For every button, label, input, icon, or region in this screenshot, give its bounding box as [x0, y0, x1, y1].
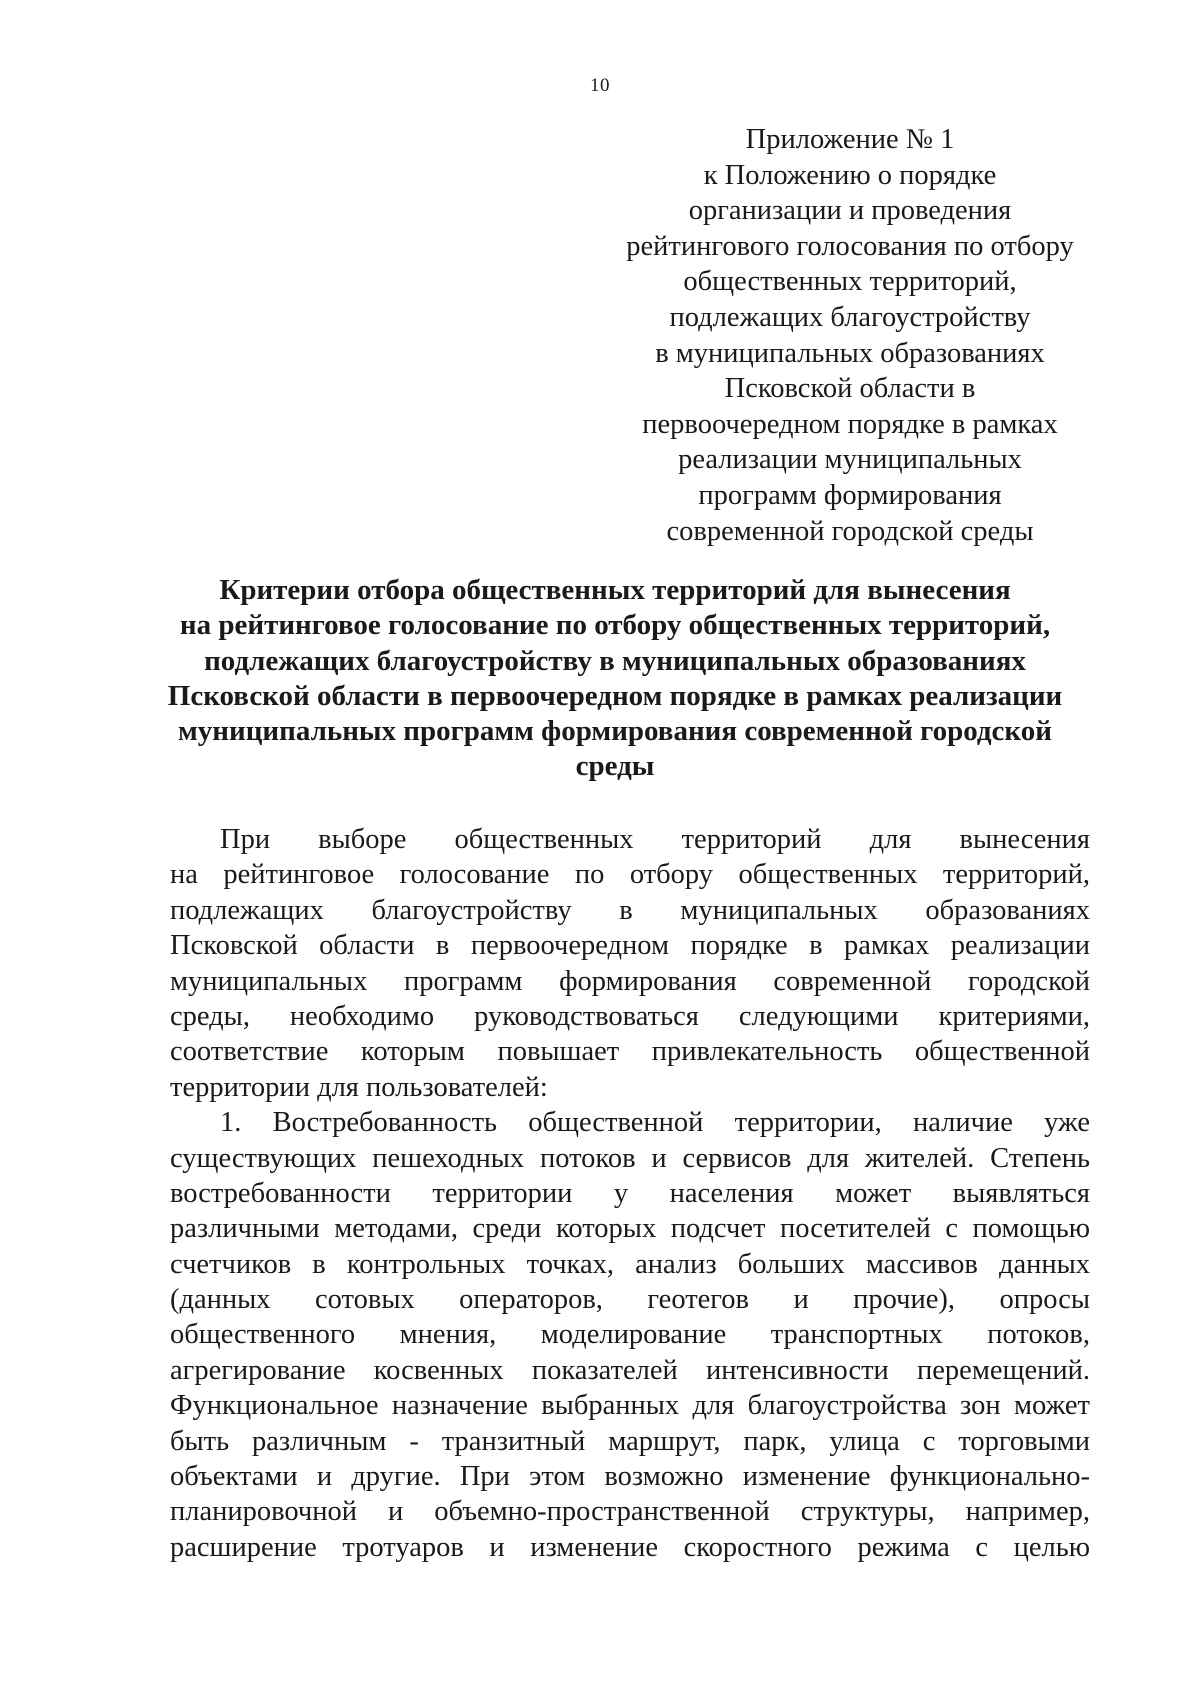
body-line: быть различным - транзитный маршрут, парк, улица с торговыми [170, 1425, 1090, 1457]
body-line: различными методами, среди которых подсчет посетителей с помощью [170, 1213, 1090, 1245]
annex-line: Псковской области в [724, 373, 976, 405]
title-line: подлежащих благоустройству в муниципальных образованиях [204, 644, 1026, 677]
body-line: При выборе общественных территорий для вынесения [220, 824, 1090, 855]
body-line: счетчиков в контрольных точках, анализ больших массивов данных [170, 1248, 1090, 1280]
title-line: среды [575, 750, 655, 783]
body-line: общественного мнения, моделирование транспортных потоков, [170, 1319, 1090, 1351]
body-line: (данных сотовых операторов, геотегов и прочие), опросы [170, 1284, 1090, 1316]
body-line: планировочной и объемно-пространственной структуры, например, [170, 1496, 1090, 1528]
body-line: подлежащих благоустройству в муниципальных образованиях [170, 894, 1090, 926]
body-line: агрегирование косвенных показателей интенсивности перемещений. [170, 1354, 1090, 1386]
annex-header [620, 122, 1080, 549]
annex-line: Приложение № 1 [745, 124, 955, 155]
annex-line: общественных территорий, [683, 266, 1017, 298]
annex-line: подлежащих благоустройству [669, 301, 1031, 333]
body-line: соответствие которым повышает привлекательность общественной [170, 1036, 1090, 1068]
body-text [170, 822, 1090, 1565]
body-line: муниципальных программ формирования современной городской [170, 965, 1090, 997]
annex-line: реализации муниципальных [678, 444, 1022, 476]
body-line: среды, необходимо руководствоваться следующими критериями, [170, 1000, 1090, 1032]
annex-line: организации и проведения [688, 195, 1012, 227]
body-line: Псковской области в первоочередном порядке в рамках реализации [170, 930, 1090, 962]
body-line: существующих пешеходных потоков и сервисов для жителей. Степень [170, 1142, 1090, 1174]
annex-line: современной городской среды [666, 515, 1034, 547]
annex-line: программ формирования [698, 479, 1002, 511]
body-line: объектами и другие. При этом возможно изменение функционально- [170, 1461, 1090, 1493]
title-line: на рейтинговое голосование по отбору общественных территорий, [179, 609, 1051, 642]
annex-line: в муниципальных образованиях [655, 337, 1045, 369]
body-line: 1. Востребованность общественной территории, наличие уже [220, 1107, 1090, 1139]
body-line: расширение тротуаров и изменение скоростного режима с целью [170, 1531, 1090, 1563]
annex-line: рейтингового голосования по отбору [626, 230, 1074, 262]
title-line: Псковской области в первоочередном порядке в рамках реализации [167, 679, 1063, 712]
title-line: муниципальных программ формирования современной городской [178, 715, 1052, 748]
body-line: на рейтинговое голосование по отбору общественных территорий, [170, 859, 1090, 891]
annex-line: первоочередном порядке в рамках [642, 408, 1058, 440]
annex-line: к Положению о порядке [703, 159, 997, 191]
body-line: востребованности территории у населения может выявляться [170, 1177, 1090, 1209]
page-number: 10 [590, 75, 610, 96]
body-line: территории для пользователей: [170, 1071, 548, 1103]
document-title [150, 573, 1080, 785]
title-line: Критерии отбора общественных территорий для вынесения [219, 574, 1011, 606]
body-line: Функциональное назначение выбранных для благоустройства зон может [170, 1390, 1090, 1422]
